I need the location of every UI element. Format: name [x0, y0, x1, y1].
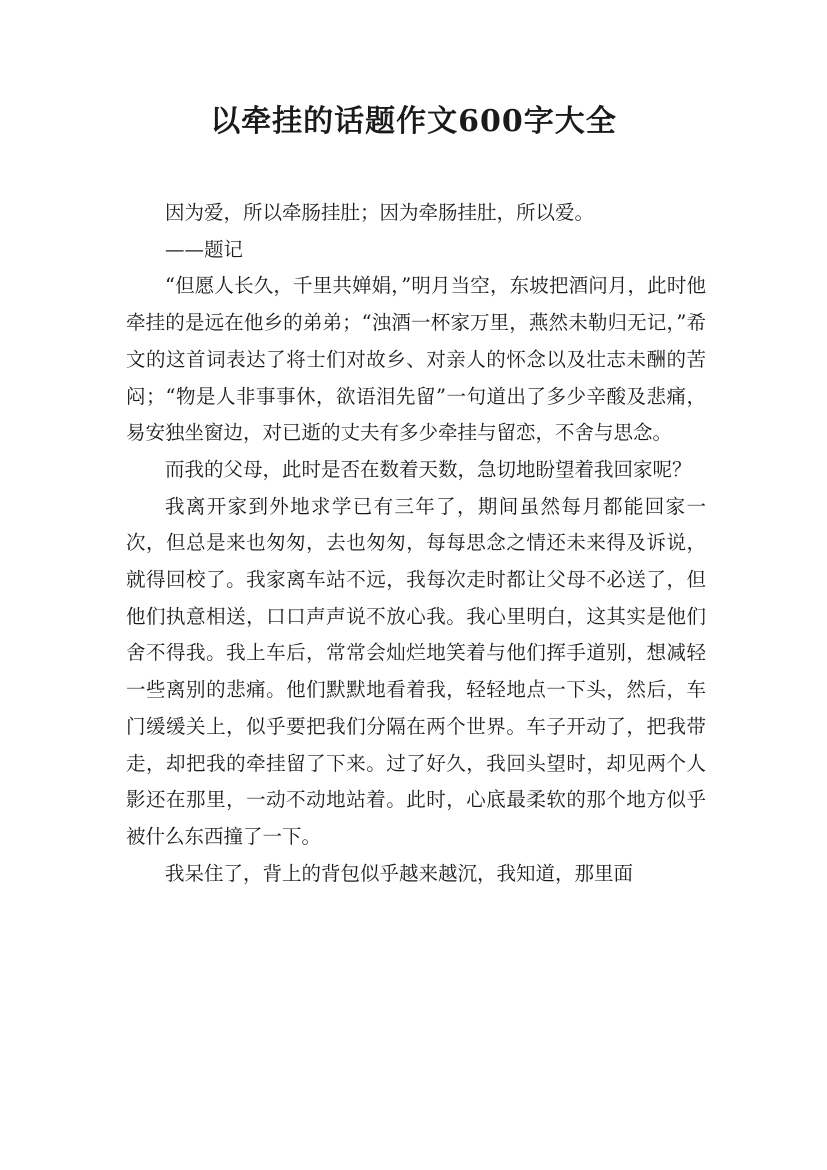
paragraph-backpack: 我呆住了，背上的背包似乎越来越沉，我知道，那里面	[165, 861, 634, 885]
paragraph-epigraph-source: ——题记	[165, 237, 244, 261]
document-body	[126, 195, 706, 892]
paragraph-epigraph: 因为爱，所以牵肠挂肚；因为牵肠挂肚，所以爱。	[165, 201, 595, 224]
paragraph-leaving-home: 我离开家到外地求学已有三年了，期间虽然每月都能回家一次，但总是来也匆匆，去也匆匆，每每思念之情还未来得及诉说，就得回校了。我家离车站不远，我每次走时都让父母不必送了，但他们执意相送，口口声声说不放心我。我心里明白，这其实是他们舍不得我。我上车后，常常会灿烂地笑着与他们挥手道别，想减轻一些离别的悲痛。他们默默地看着我，轻轻地点一下头，然后，车门缓缓关上，似乎要把我们分隔在两个世界。车子开动了，把我带走，却把我的牵挂留了下来。过了好久，我回头望时，却见两个人影还在那里，一动不动地站着。此时，心底最柔软的那个地方似乎被什么东西撞了一下。	[126, 494, 706, 848]
paragraph-poetry-quotes: “但愿人长久，千里共婵娟，”明月当空，东坡把酒问月，此时他牵挂的是远在他乡的弟弟；“浊酒一杯家万里，燕然未勒归无记，”希文的这首词表达了将士们对故乡、对亲人的怀念以及壮志未酬的苦闷；“物是人非事事休，欲语泪先留”一句道出了多少辛酸及悲痛，易安独坐窗边，对已逝的丈夫有多少牵挂与留恋，不舍与思念。	[126, 274, 706, 445]
paragraph-parents-question: 而我的父母，此时是否在数着天数，急切地盼望着我回家呢？	[165, 457, 692, 481]
document-title: 以牵挂的话题作文600字大全	[210, 104, 617, 139]
